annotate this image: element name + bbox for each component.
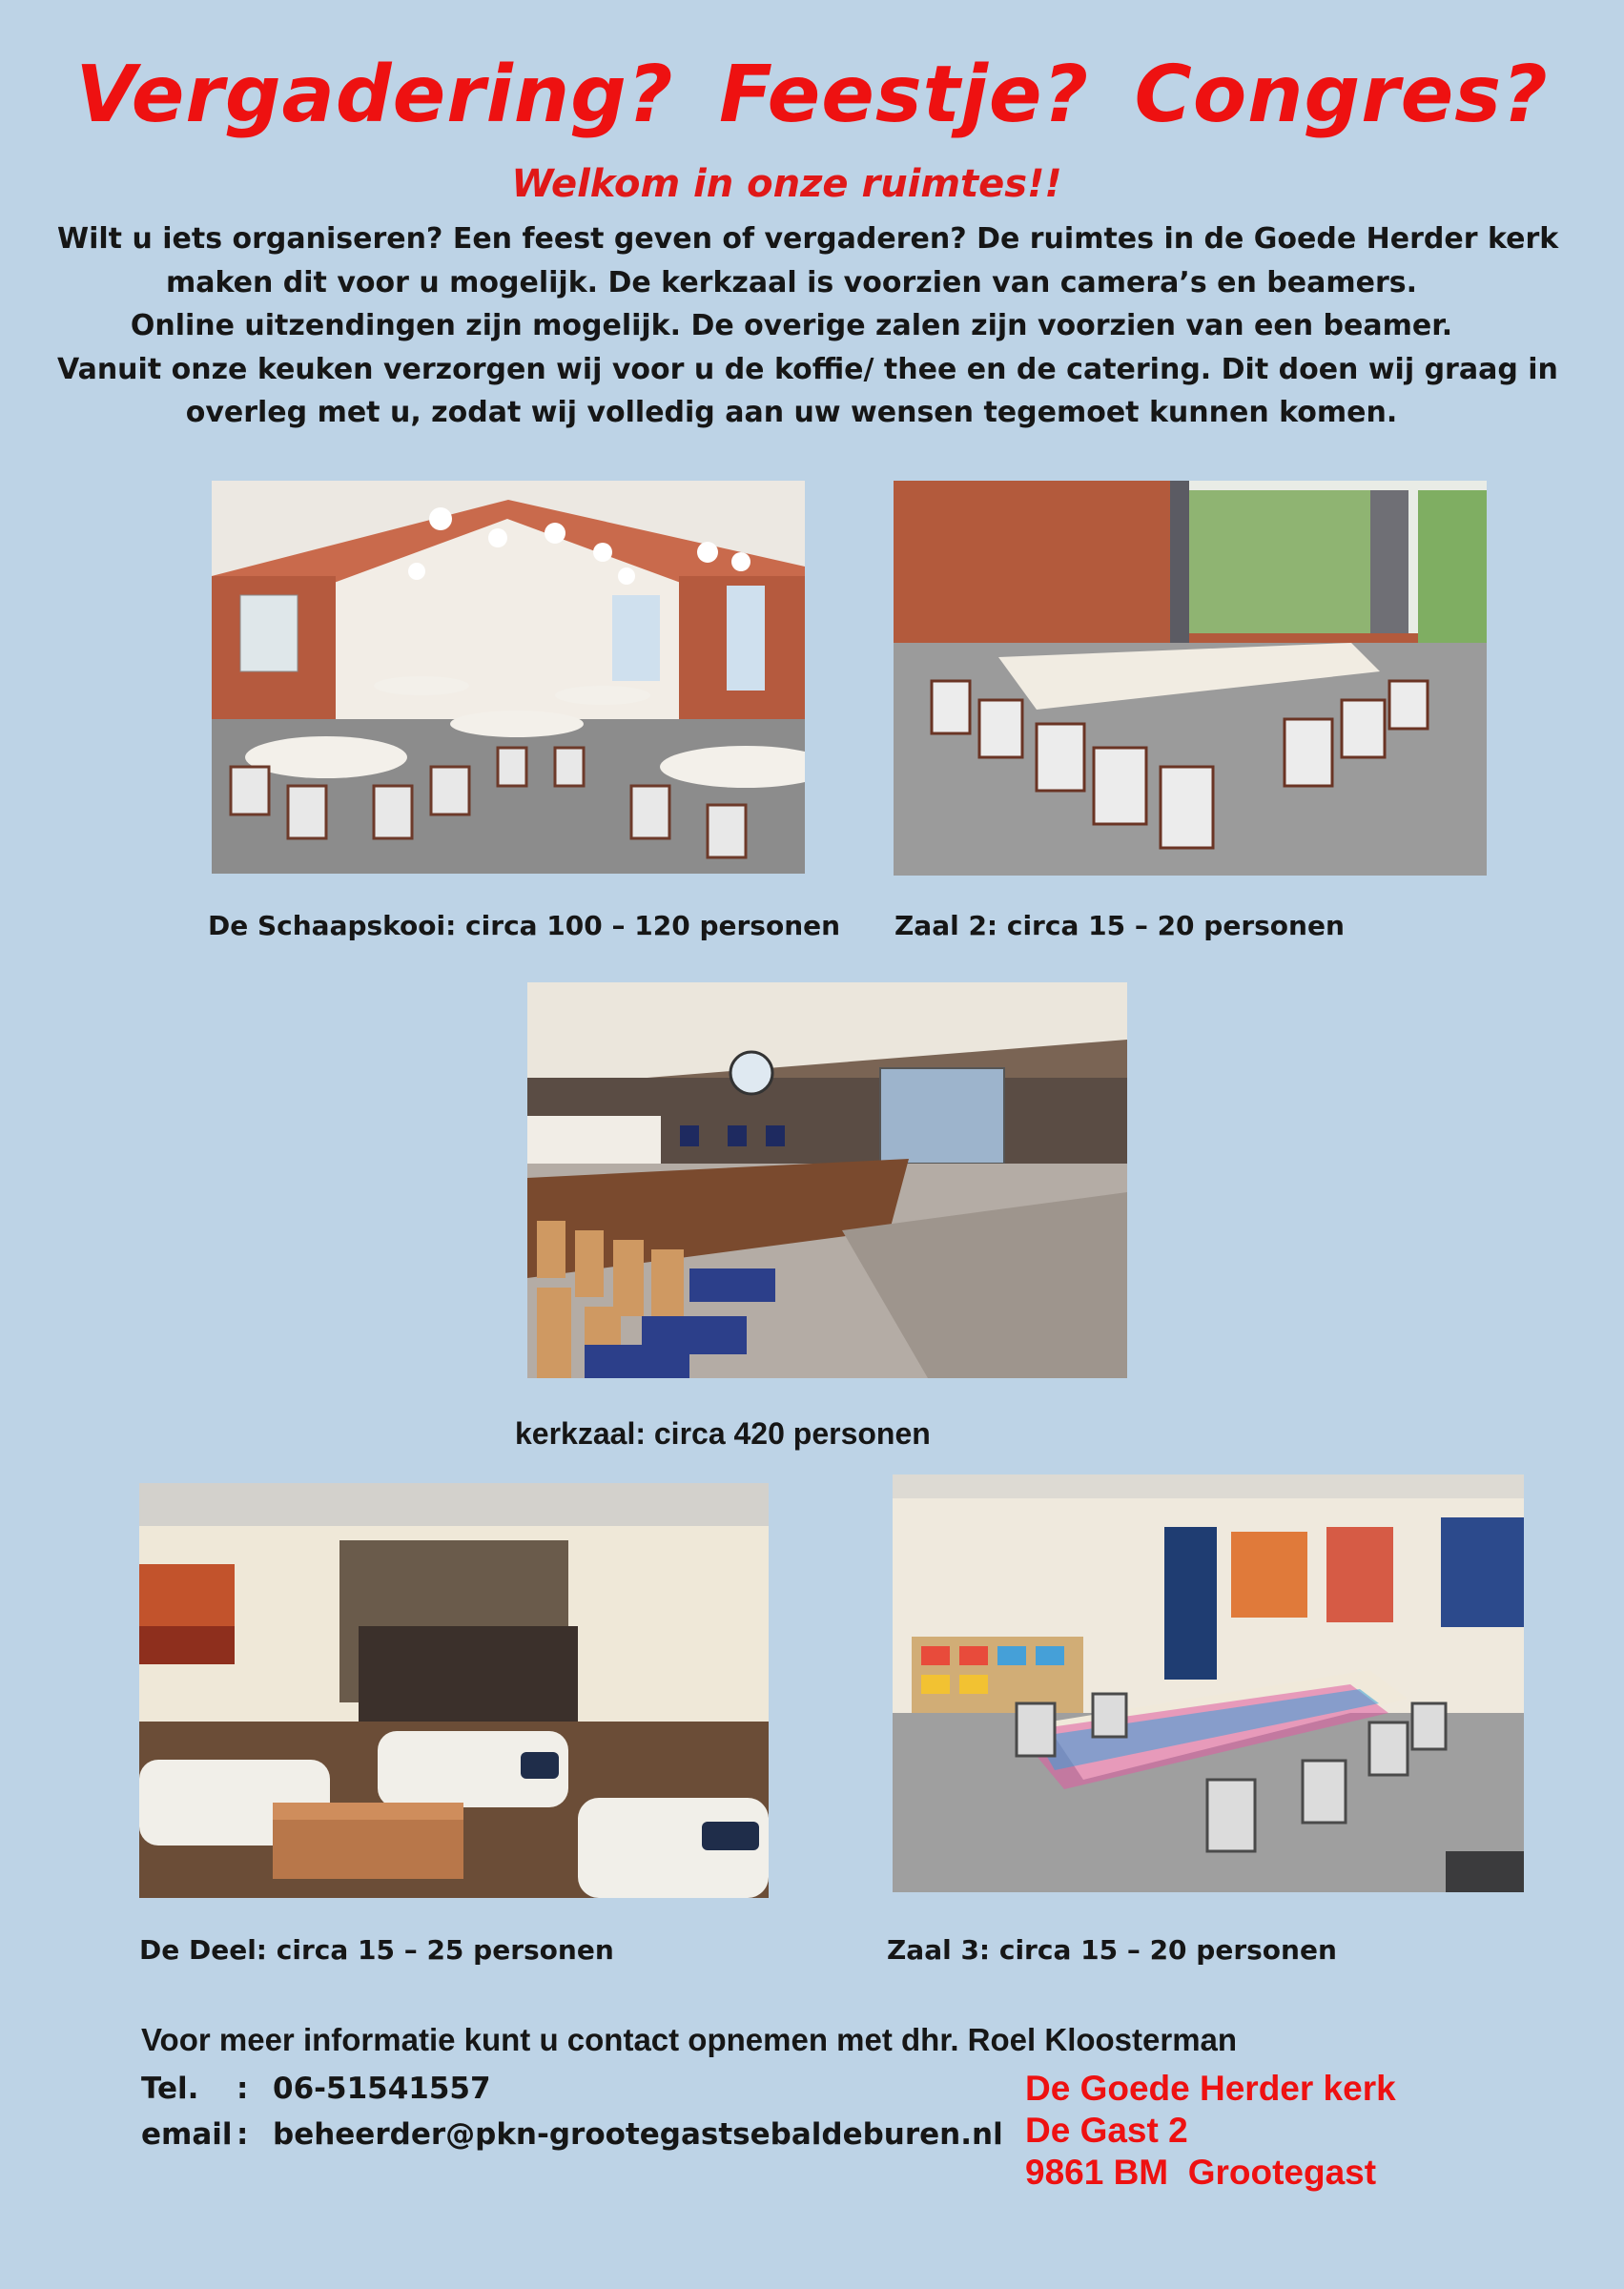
photo-schaapskooi	[212, 481, 805, 874]
photo-de-deel	[139, 1483, 769, 1898]
photo-zaal-2	[894, 481, 1487, 876]
intro-line: Online uitzendingen zijn mogelijk. De overige zalen zijn voorzien van een beamer.	[130, 309, 1453, 342]
photo-kerkzaal	[527, 982, 1127, 1378]
caption-kerkzaal: kerkzaal: circa 420 personen	[515, 1416, 931, 1451]
phone-number[interactable]: 06-51541557	[273, 2072, 491, 2106]
phone-separator: :	[236, 2072, 249, 2106]
intro-text	[57, 217, 1559, 435]
contact-intro: Voor meer informatie kunt u contact opnemen met dhr. Roel Kloosterman	[141, 2022, 1238, 2057]
photo-zaal-3	[893, 1474, 1524, 1892]
address-city: 9861 BM Grootegast	[1025, 2153, 1377, 2192]
email-address[interactable]: beheerder@pkn-grootegastsebaldeburen.nl	[273, 2117, 1003, 2152]
caption-zaal-2: Zaal 2: circa 15 – 20 personen	[894, 910, 1345, 941]
email-row	[141, 2117, 1003, 2152]
address-name: De Goede Herder kerk	[1025, 2069, 1396, 2108]
address-block	[1025, 2068, 1396, 2194]
caption-schaapskooi: De Schaapskooi: circa 100 – 120 personen	[208, 910, 841, 941]
intro-line: overleg met u, zodat wij volledig aan uw wensen tegemoet kunnen komen.	[185, 396, 1398, 429]
subheadline: Welkom in onze ruimtes!!	[511, 162, 1062, 206]
email-label: email	[141, 2117, 233, 2152]
address-street: De Gast 2	[1025, 2111, 1188, 2150]
phone-label: Tel.	[141, 2072, 199, 2106]
caption-zaal-3: Zaal 3: circa 15 – 20 personen	[887, 1934, 1337, 1966]
intro-line: Vanuit onze keuken verzorgen wij voor u de koffie/ thee en de catering. Dit doen wij graag in	[57, 352, 1558, 386]
email-separator: :	[236, 2117, 249, 2152]
headline: Vergadering? Feestje? Congres?	[75, 50, 1549, 140]
phone-row	[141, 2072, 491, 2106]
intro-line: maken dit voor u mogelijk. De kerkzaal is voorzien van camera’s en beamers.	[166, 265, 1417, 299]
caption-de-deel: De Deel: circa 15 – 25 personen	[139, 1934, 614, 1966]
intro-line: Wilt u iets organiseren? Een feest geven of vergaderen? De ruimtes in de Goede Herder kerk	[57, 222, 1559, 256]
